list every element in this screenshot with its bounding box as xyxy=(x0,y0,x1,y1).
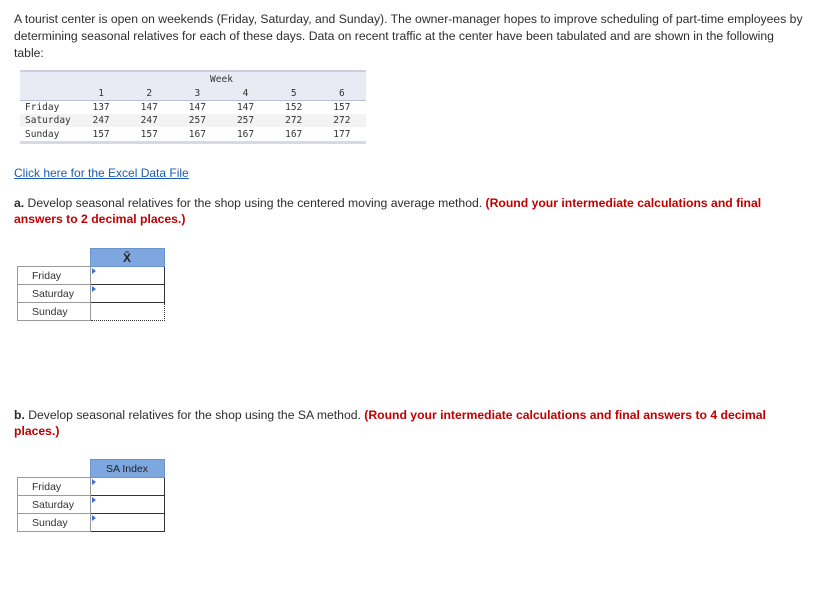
answer-row xyxy=(18,478,165,496)
table-cell: 257 xyxy=(173,114,221,127)
part-a-rounding-note: (Round your intermediate calculations and final answers to 2 decimal places.) xyxy=(14,196,762,226)
table-cell: 157 xyxy=(125,127,173,143)
part-b-saturday-input[interactable] xyxy=(91,496,164,513)
part-a-saturday-input[interactable] xyxy=(91,285,164,302)
answer-row xyxy=(18,303,165,321)
answer-row-label: Sunday xyxy=(18,514,91,532)
problem-statement: A tourist center is open on weekends (Friday, Saturday, and Sunday). The owner-manager hopes to improve scheduling of part-time employees by determining seasonal relatives for each of these days. Data on recent traffic at the center have been tabulated and are shown in the following table: xyxy=(14,12,803,60)
answer-row xyxy=(18,514,165,532)
table-cell: 157 xyxy=(77,127,125,143)
answer-row-label: Sunday xyxy=(18,303,91,321)
week-number: 5 xyxy=(270,86,318,101)
week-number: 3 xyxy=(173,86,221,101)
week-group-header: Week xyxy=(77,71,366,86)
table-cell: 247 xyxy=(125,114,173,127)
answer-row-label: Saturday xyxy=(18,496,91,514)
part-a-question xyxy=(14,196,794,227)
part-b-sunday-input[interactable] xyxy=(91,514,164,531)
row-label: Sunday xyxy=(20,127,77,143)
table-cell: 177 xyxy=(318,127,366,143)
table-cell: 147 xyxy=(188,102,206,113)
table-cell: 137 xyxy=(92,102,110,113)
row-label: Saturday xyxy=(20,114,77,127)
answer-row-label: Friday xyxy=(18,267,91,285)
table-cell: 157 xyxy=(333,102,351,113)
traffic-data-table xyxy=(20,70,366,144)
table-row-friday xyxy=(20,101,366,115)
table-cell: 167 xyxy=(173,127,221,143)
table-cell: 147 xyxy=(236,102,255,113)
week-number: 4 xyxy=(221,86,269,101)
part-b-rounding-note: (Round your intermediate calculations and final answers to 4 decimal places.) xyxy=(14,408,766,438)
part-a-text: Develop seasonal relatives for the shop using the centered moving average method. xyxy=(24,196,483,210)
week-number: 1 xyxy=(77,86,125,101)
table-cell: 272 xyxy=(318,114,366,127)
table-row-saturday xyxy=(20,114,366,127)
part-b-friday-input[interactable] xyxy=(91,478,164,495)
week-number-row xyxy=(20,86,366,101)
excel-data-file-link[interactable]: Click here for the Excel Data File xyxy=(14,166,189,180)
table-cell: 167 xyxy=(221,127,269,143)
table-cell: 147 xyxy=(140,102,158,113)
part-a-label: a. xyxy=(14,196,25,210)
row-label: Friday xyxy=(25,102,60,113)
part-b-question xyxy=(14,408,794,439)
part-b-label: b. xyxy=(14,408,25,422)
xbar-column-header: X̄ xyxy=(90,249,164,267)
table-row-sunday xyxy=(20,127,366,143)
part-a-answer-table xyxy=(17,248,165,321)
week-number: 6 xyxy=(318,86,366,101)
answer-row-label: Saturday xyxy=(18,285,91,303)
part-b-answer-table xyxy=(17,459,165,532)
part-a-sunday-input[interactable] xyxy=(91,303,164,320)
table-cell: 257 xyxy=(221,114,269,127)
table-cell: 247 xyxy=(77,114,125,127)
answer-row xyxy=(18,267,165,285)
answer-row xyxy=(18,496,165,514)
answer-row xyxy=(18,285,165,303)
part-b-text: Develop seasonal relatives for the shop using the SA method. xyxy=(24,408,361,422)
week-number: 2 xyxy=(125,86,173,101)
week-header-row xyxy=(20,71,366,86)
answer-row-label: Friday xyxy=(18,478,91,496)
sa-index-column-header: SA Index xyxy=(90,460,164,478)
table-cell: 167 xyxy=(270,127,318,143)
part-a-friday-input[interactable] xyxy=(91,267,164,284)
table-cell: 272 xyxy=(270,114,318,127)
table-cell: 152 xyxy=(285,102,303,113)
